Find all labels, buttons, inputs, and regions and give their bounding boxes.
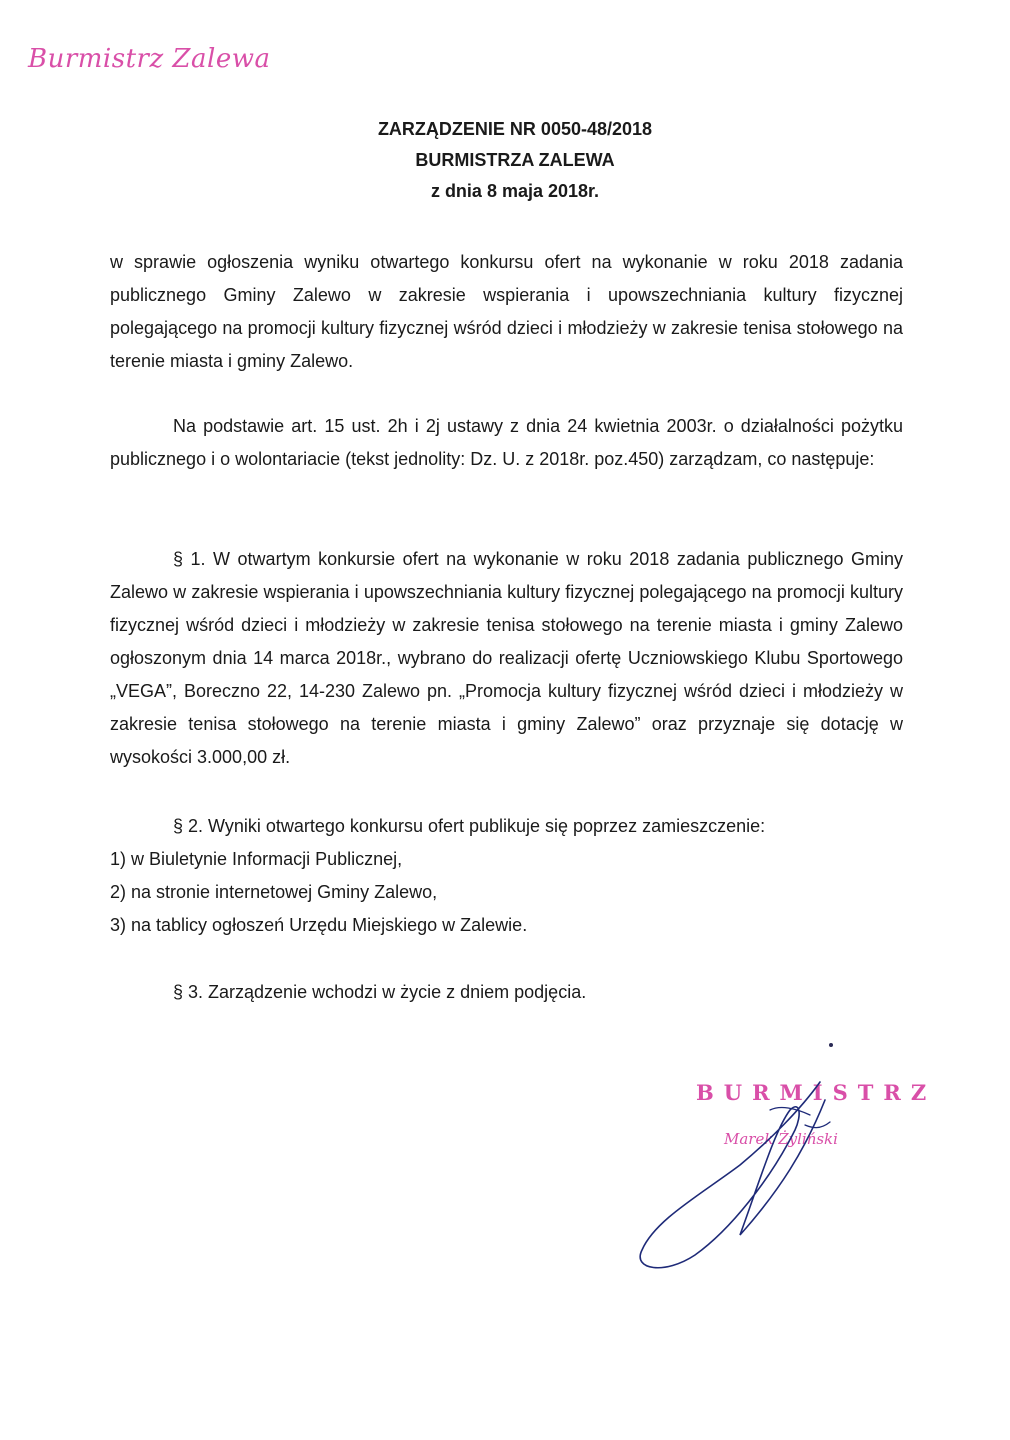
section-2-item: 1) w Biuletynie Informacji Publicznej, bbox=[110, 849, 403, 869]
stamp-title: BURMISTRZ bbox=[696, 1080, 937, 1105]
section-2-intro: § 2. Wyniki otwartego konkursu ofert publikuje się poprzez zamieszczenie: bbox=[173, 816, 766, 836]
document-heading bbox=[0, 114, 1010, 207]
heading-line-date: z dnia 8 maja 2018r. bbox=[430, 181, 600, 201]
section-3-paragraph bbox=[110, 976, 903, 1009]
subject-paragraph bbox=[110, 246, 903, 378]
legal-basis-text: Na podstawie art. 15 ust. 2h i 2j ustawy z dnia 24 kwietnia 2003r. o działalności pożytku publicznego i o wolontariacie (tekst jednolity: Dz. U. z 2018r. poz.450) zarządzam, co następuje: bbox=[110, 416, 903, 469]
subject-text: w sprawie ogłoszenia wyniku otwartego konkursu ofert na wykonanie w roku 2018 zadania publicznego Gminy Zalewo w zakresie wspierania i upowszechniania kultury fizycznej polegającego na promocji kultury fizycznej wśród dzieci i młodzieży w zakresie tenisa stołowego na terenie miasta i gminy Zalewo. bbox=[110, 252, 903, 371]
legal-basis-paragraph bbox=[110, 410, 903, 476]
stamp-name: Marek Żyliński bbox=[724, 1130, 838, 1148]
letterhead-title: Burmistrz Zalewa bbox=[28, 44, 271, 74]
section-2-block bbox=[110, 810, 903, 942]
section-1-paragraph bbox=[110, 543, 903, 774]
section-3-text: § 3. Zarządzenie wchodzi w życie z dniem podjęcia. bbox=[173, 982, 587, 1002]
section-2-item: 2) na stronie internetowej Gminy Zalewo, bbox=[110, 882, 438, 902]
section-2-item: 3) na tablicy ogłoszeń Urzędu Miejskiego w Zalewie. bbox=[110, 915, 528, 935]
ink-dot bbox=[829, 1043, 833, 1047]
handwritten-signature bbox=[620, 1070, 850, 1270]
heading-line-order-number: ZARZĄDZENIE NR 0050-48/2018 bbox=[377, 119, 653, 139]
heading-line-authority: BURMISTRZA ZALEWA bbox=[415, 150, 615, 170]
section-1-text: § 1. W otwartym konkursie ofert na wykonanie w roku 2018 zadania publicznego Gminy Zalewo w zakresie wspierania i upowszechniania kultury fizycznej polegającego na promocji kultury fizycznej wśród dzieci i młodzieży w zakresie tenisa stołowego na terenie miasta i gminy Zalewo ogłoszonym dnia 14 marca 2018r., wybrano do realizacji ofertę Uczniowskiego Klubu Sportowego „VEGA”, Boreczno 22, 14-230 Zalewo pn. „Promocja kultury fizycznej wśród dzieci i młodzieży w zakresie tenisa stołowego na terenie miasta i gminy Zalewo” oraz przyznaje się dotację w wysokości 3.000,00 zł. bbox=[110, 549, 903, 767]
